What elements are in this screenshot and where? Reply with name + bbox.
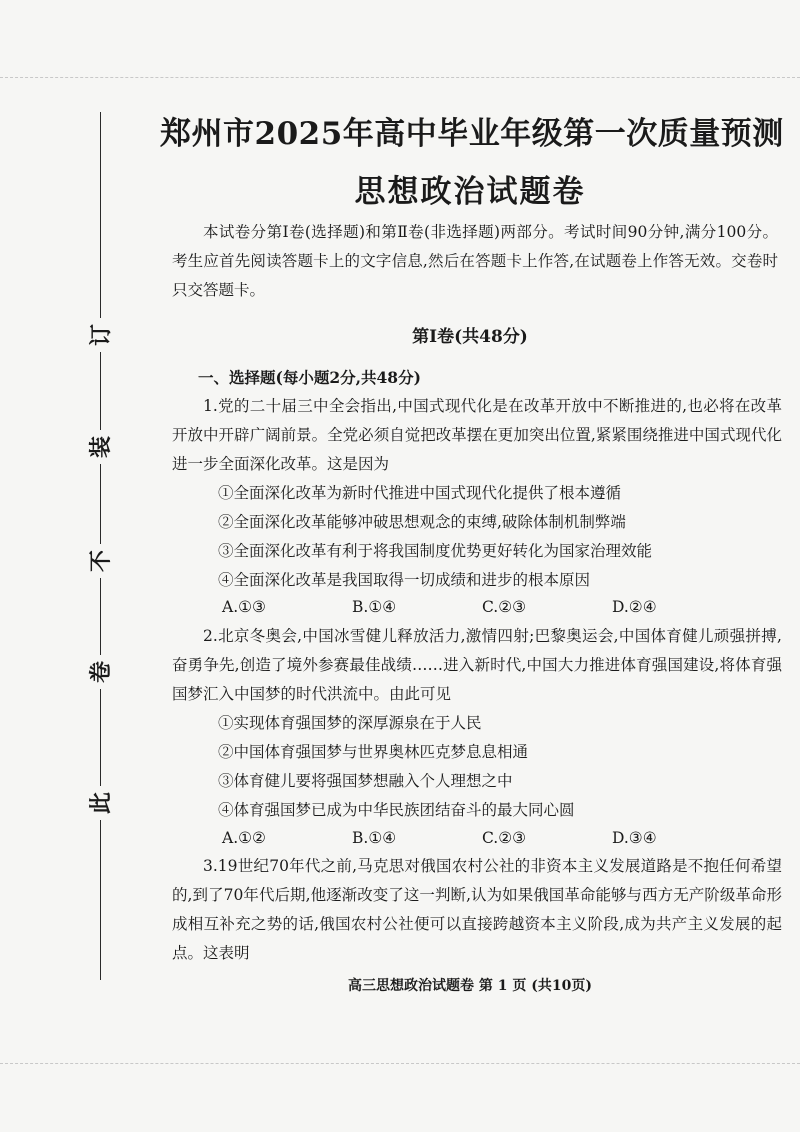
part-heading: 一、选择题(每小题2分,共48分) bbox=[198, 368, 421, 387]
question-1-choice-c: C.②③ bbox=[482, 598, 527, 616]
question-1-choice-d: D.②④ bbox=[612, 598, 657, 616]
question-1-choice-b: B.①④ bbox=[352, 598, 397, 616]
binding-char-bu: 不 bbox=[84, 544, 118, 578]
question-1-stem: 1.党的二十届三中全会指出,中国式现代化是在改革开放中不断推进的,也必将在改革开放中开辟广阔前景。全党必须自觉把改革摆在更加突出位置,紧紧围绕推进中国式现代化进一步全面深化改革。这是因为 bbox=[172, 397, 782, 473]
binding-char-ci: 此 bbox=[84, 786, 118, 820]
question-2-choice-b: B.①④ bbox=[352, 829, 397, 847]
scan-dashed-line-bottom bbox=[0, 1063, 800, 1064]
question-2-option-4: ④体育强国梦已成为中华民族团结奋斗的最大同心圆 bbox=[218, 801, 575, 819]
question-2-choices bbox=[222, 824, 742, 853]
binding-char-zhuang: 装 bbox=[84, 430, 118, 464]
question-1-option-4: ④全面深化改革是我国取得一切成绩和进步的根本原因 bbox=[218, 571, 591, 589]
exam-subject-title: 思想政治试题卷 bbox=[354, 174, 586, 210]
question-2-choice-d: D.③④ bbox=[612, 829, 657, 847]
question-2-option-2: ②中国体育强国梦与世界奥林匹克梦息息相通 bbox=[218, 743, 529, 761]
question-1-choice-a: A.①③ bbox=[222, 598, 266, 616]
question-2-option-3: ③体育健儿要将强国梦想融入个人理想之中 bbox=[218, 772, 513, 790]
question-3-stem: 3.19世纪70年代之前,马克思对俄国农村公社的非资本主义发展道路是不抱任何希望的,到了70年代后期,他逐渐改变了这一判断,认为如果俄国革命能够与西方无产阶级革命形成相互补充之势的话,俄国农村公社便可以直接跨越资本主义阶段,成为共产主义发展的起点。这表明 bbox=[172, 857, 782, 962]
binding-char-ding: 订 bbox=[84, 318, 118, 352]
question-2-choice-a: A.①② bbox=[222, 829, 266, 847]
page-footer: 高三思想政治试题卷 第 1 页 (共10页) bbox=[348, 978, 592, 994]
section-heading: 第Ⅰ卷(共48分) bbox=[412, 327, 528, 347]
exam-instructions: 本试卷分第Ⅰ卷(选择题)和第Ⅱ卷(非选择题)两部分。考试时间90分钟,满分100分。考生应首先阅读答题卡上的文字信息,然后在答题卡上作答,在试题卷上作答无效。交卷时只交答题卡。 bbox=[172, 223, 778, 299]
question-1-option-2: ②全面深化改革能够冲破思想观念的束缚,破除体制机制弊端 bbox=[218, 513, 626, 531]
scan-dashed-line-top bbox=[0, 77, 800, 78]
binding-char-juan: 卷 bbox=[84, 655, 118, 689]
question-1-option-3: ③全面深化改革有利于将我国制度优势更好转化为国家治理效能 bbox=[218, 542, 653, 560]
question-1-choices bbox=[222, 593, 742, 622]
question-2-option-1: ①实现体育强国梦的深厚源泉在于人民 bbox=[218, 714, 482, 732]
question-2-stem: 2.北京冬奥会,中国冰雪健儿释放活力,激情四射;巴黎奥运会,中国体育健儿顽强拼搏,奋勇争先,创造了境外参赛最佳战绩……进入新时代,中国大力推进体育强国建设,将体育强国梦汇入中国梦的时代洪流中。由此可见 bbox=[172, 627, 782, 703]
question-2-choice-c: C.②③ bbox=[482, 829, 527, 847]
question-1-option-1: ①全面深化改革为新时代推进中国式现代化提供了根本遵循 bbox=[218, 484, 622, 502]
exam-title: 郑州市2025年高中毕业年级第一次质量预测 bbox=[160, 116, 784, 152]
